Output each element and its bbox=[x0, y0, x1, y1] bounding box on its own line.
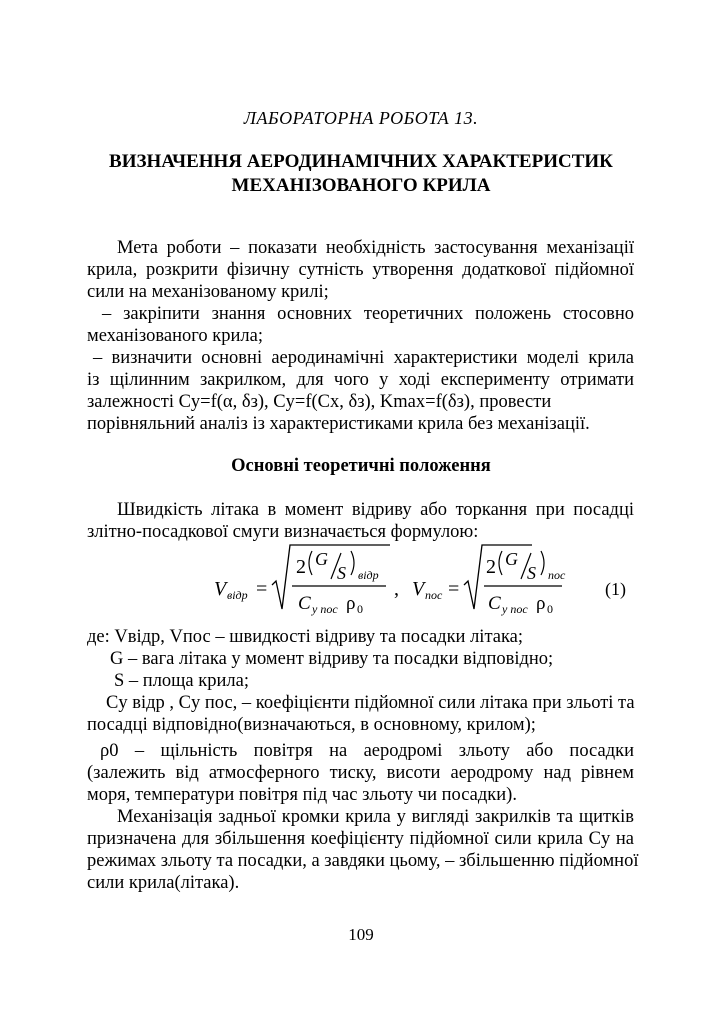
equals-sign-2: = bbox=[448, 578, 460, 600]
equals-sign-1: = bbox=[256, 578, 268, 600]
definition-density-line-3: моря, температури повітря під час зльоту чи посадки). bbox=[87, 785, 517, 805]
denom-subscript-2: у пос bbox=[502, 602, 528, 616]
g-symbol-2: G bbox=[505, 549, 518, 569]
aim-line-1: Мета роботи – показати необхідність застосування механізації bbox=[117, 238, 634, 258]
rho-symbol-2: ρ bbox=[536, 593, 546, 614]
mechanization-line-1: Механізація задньої кромки крила у вигляді закрилків та щитків bbox=[117, 807, 634, 827]
s-symbol-2: S bbox=[527, 563, 536, 583]
formula-1 bbox=[200, 537, 640, 627]
ratio-subscript-2: пос bbox=[548, 568, 566, 582]
section-heading: Основні теоретичні положення bbox=[231, 456, 491, 476]
numerator-factor-2: 2 bbox=[486, 556, 496, 578]
aim-line-3: сили на механізованому крилі; bbox=[87, 282, 329, 302]
mechanization-line-2: призначена для збільшення коефіцієнту підйомної сили крила Cy на bbox=[87, 829, 634, 849]
v-landing-symbol: V bbox=[412, 578, 425, 600]
page-number: 109 bbox=[348, 925, 374, 944]
aim-line-5: механізованого крила; bbox=[87, 326, 263, 346]
definition-weight: G – вага літака у момент відриву та посадки відповідно; bbox=[110, 649, 554, 669]
comma: , bbox=[394, 578, 399, 600]
definition-velocities: де: Vвідр, Vпос – швидкості відриву та посадки літака; bbox=[87, 627, 524, 647]
v-takeoff-symbol: V bbox=[214, 578, 227, 600]
aim-line-2: крила, розкрити фізичну сутність утворення додаткової підйомної bbox=[87, 260, 634, 280]
paren-open-1 bbox=[309, 551, 312, 575]
numerator-factor-1: 2 bbox=[296, 556, 306, 578]
rho-symbol-1: ρ bbox=[346, 593, 356, 614]
denom-subscript-1: у пос bbox=[312, 602, 338, 616]
rho-subscript-1: 0 bbox=[357, 602, 363, 616]
v-takeoff-subscript: відр bbox=[227, 588, 248, 602]
mechanization-line-4: сили крила(літака). bbox=[87, 873, 240, 893]
s-symbol-1: S bbox=[337, 563, 346, 583]
paren-close-2 bbox=[541, 551, 544, 575]
v-landing-subscript: пос bbox=[425, 588, 443, 602]
paren-close-1 bbox=[351, 551, 354, 575]
formula-number: (1) bbox=[605, 579, 626, 599]
aim-line-7: із щілинним закрилком, для чого у ході експерименту отримати bbox=[87, 370, 634, 390]
title-line-1: ВИЗНАЧЕННЯ АЕРОДИНАМІЧНИХ ХАРАКТЕРИСТИК bbox=[109, 151, 613, 172]
definition-density-line-2: (залежить від атмосферного тиску, висоти аеродрому над рівнем bbox=[87, 763, 634, 783]
aim-line-9: порівняльний аналіз із характеристиками крила без механізації. bbox=[87, 414, 590, 434]
rho-subscript-2: 0 bbox=[547, 602, 553, 616]
title-line-2: МЕХАНІЗОВАНОГО КРИЛА bbox=[231, 175, 491, 196]
lab-work-label: ЛАБОРАТОРНА РОБОТА 13. bbox=[243, 108, 479, 128]
intro-line-2: злітно-посадкової смуги визначається формулою: bbox=[87, 522, 479, 542]
intro-line-1: Швидкість літака в момент відриву або торкання при посадці bbox=[117, 500, 634, 520]
definition-wing-area: S – площа крила; bbox=[114, 671, 249, 691]
mechanization-line-3: режимах зльоту та посадки, а завдяки цьому, – збільшенню підйомної bbox=[87, 851, 639, 871]
denom-c-2: C bbox=[488, 593, 501, 614]
definition-lift-coef-line-2: посадці відповідно(визначаються, в основному, крилом); bbox=[87, 715, 536, 735]
aim-line-4: – закріпити знання основних теоретичних положень стосовно bbox=[102, 304, 634, 324]
g-symbol-1: G bbox=[315, 549, 328, 569]
aim-line-6: – визначити основні аеродинамічні характеристики моделі крила bbox=[93, 348, 634, 368]
aim-line-8: залежності Cy=f(α, δз), Cy=f(Cx, δз), Kmax=f(δз), провести bbox=[87, 392, 552, 412]
definition-lift-coef-line-1: Cу відр , Cу пос, – коефіцієнти підйомної сили літака при зльоті та bbox=[106, 693, 635, 713]
denom-c-1: C bbox=[298, 593, 311, 614]
definition-density-line-1: ρ0 – щільність повітря на аеродромі зльоту або посадки bbox=[100, 741, 634, 761]
ratio-subscript-1: відр bbox=[358, 568, 379, 582]
paren-open-2 bbox=[499, 551, 502, 575]
document-title bbox=[60, 150, 662, 198]
